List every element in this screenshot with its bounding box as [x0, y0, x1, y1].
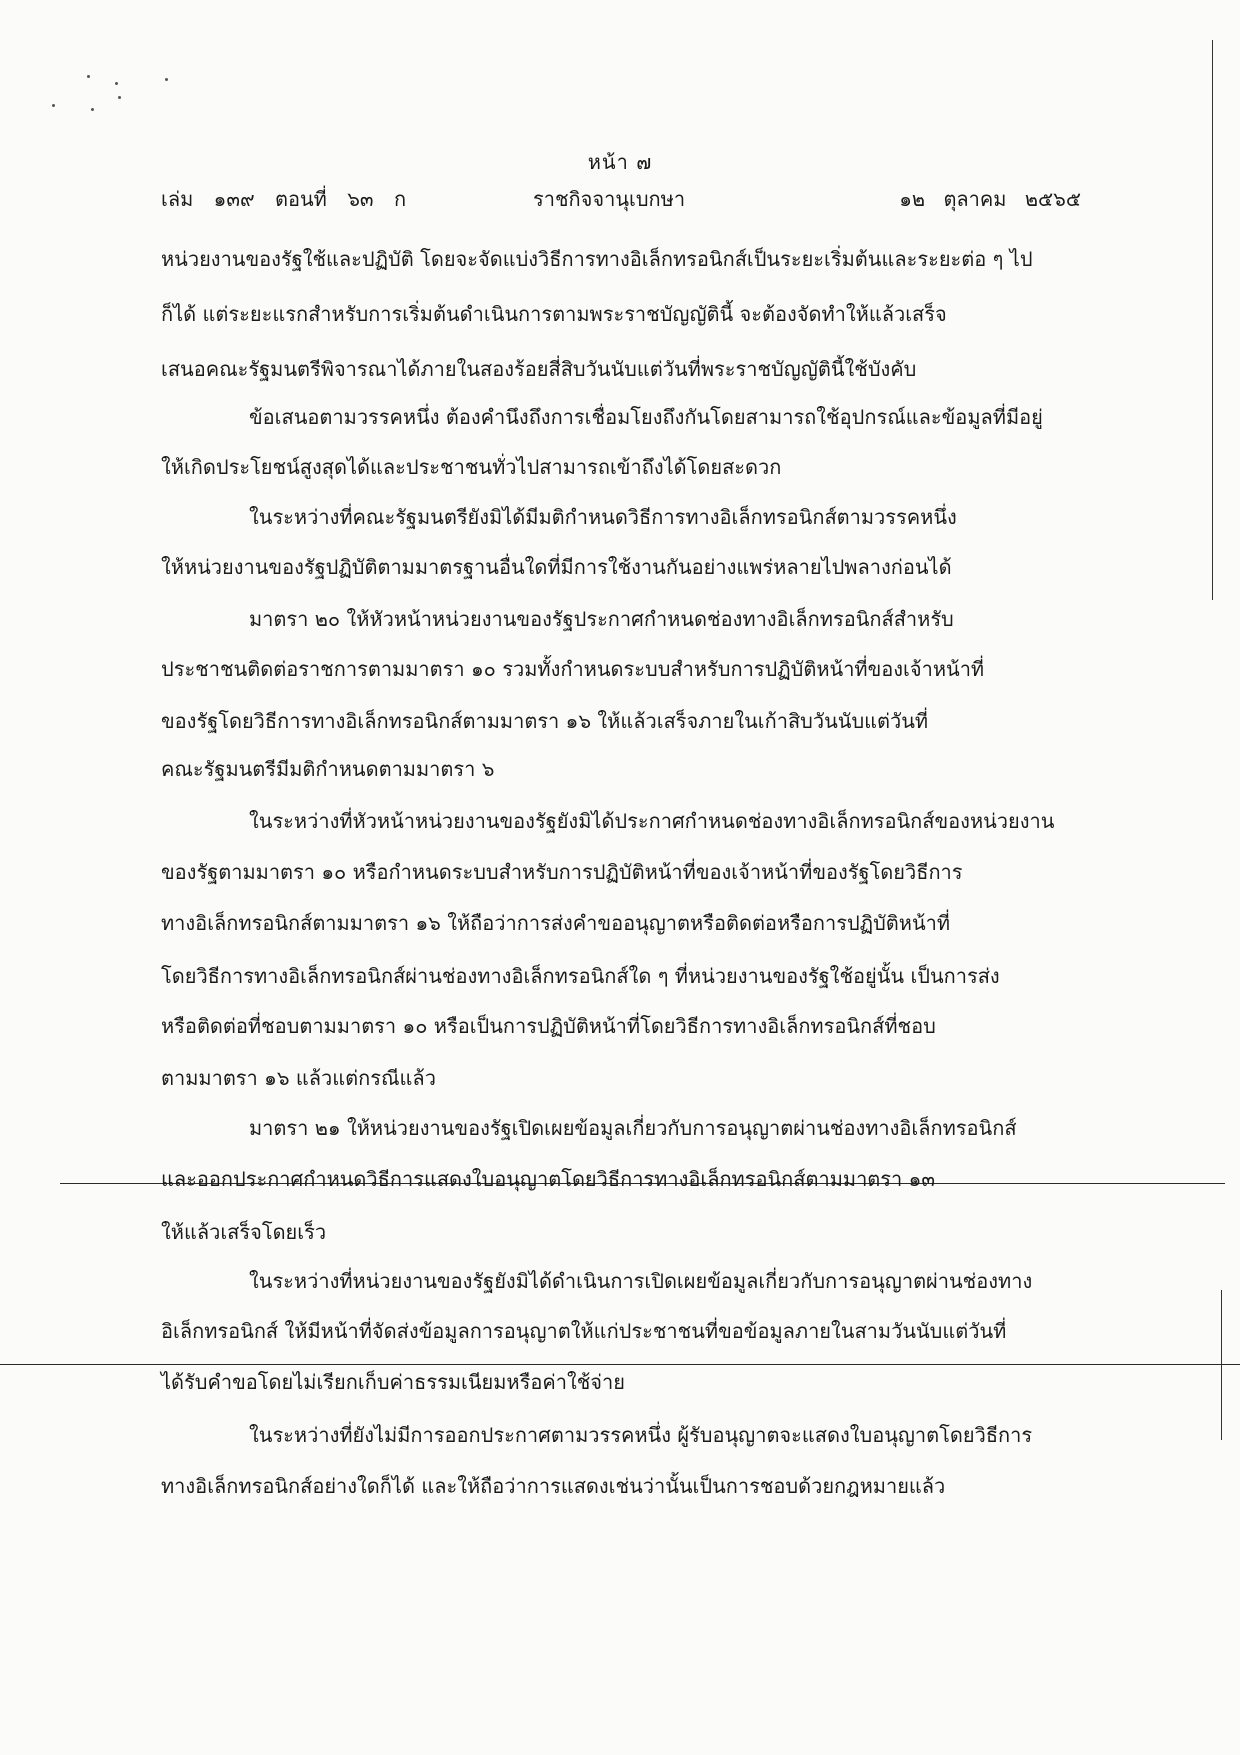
text-line: หรือติดต่อที่ชอบตามมาตรา ๑๐ หรือเป็นการปฏิบัติหน้าที่โดยวิธีการทางอิเล็กทรอนิกส์ที่ชอบ	[161, 1014, 936, 1038]
text-line: หน่วยงานของรัฐใช้และปฏิบัติ โดยจะจัดแบ่งวิธีการทางอิเล็กทรอนิกส์เป็นระยะเริ่มต้นและระยะต่อ ๆ ไป	[161, 247, 1033, 271]
publication-name: ราชกิจจานุเบกษา	[533, 187, 686, 211]
scan-crease-line	[0, 1364, 1240, 1365]
scan-speck	[91, 108, 94, 111]
text-line: ทางอิเล็กทรอนิกส์ตามมาตรา ๑๖ ให้ถือว่าการส่งคำขออนุญาตหรือติดต่อหรือการปฏิบัติหน้าที่	[161, 911, 951, 935]
text-line: ในระหว่างที่คณะรัฐมนตรียังมิได้มีมติกำหนดวิธีการทางอิเล็กทรอนิกส์ตามวรรคหนึ่ง	[249, 505, 957, 529]
text-line: ของรัฐโดยวิธีการทางอิเล็กทรอนิกส์ตามมาตรา ๑๖ ให้แล้วเสร็จภายในเก้าสิบวันนับแต่วันที่	[161, 709, 929, 733]
publication-date: ๑๒ ตุลาคม ๒๕๖๕	[899, 187, 1081, 211]
volume-info: เล่ม ๑๓๙ ตอนที่ ๖๓ ก	[161, 187, 407, 211]
text-line: และออกประกาศกำหนดวิธีการแสดงใบอนุญาตโดยวิธีการทางอิเล็กทรอนิกส์ตามมาตรา ๑๓	[161, 1167, 935, 1191]
page-number: หน้า ๗	[587, 150, 653, 174]
scan-margin-line	[1221, 1290, 1222, 1440]
scan-speck	[115, 82, 118, 85]
scan-speck	[87, 75, 90, 78]
text-line: ให้หน่วยงานของรัฐปฏิบัติตามมาตรฐานอื่นใดที่มีการใช้งานกันอย่างแพร่หลายไปพลางก่อนได้	[161, 555, 952, 579]
text-line: มาตรา ๒๐ ให้หัวหน้าหน่วยงานของรัฐประกาศกำหนดช่องทางอิเล็กทรอนิกส์สำหรับ	[249, 607, 954, 631]
text-line: ของรัฐตามมาตรา ๑๐ หรือกำหนดระบบสำหรับการปฏิบัติหน้าที่ของเจ้าหน้าที่ของรัฐโดยวิธีการ	[161, 860, 963, 884]
text-line: ได้รับคำขอโดยไม่เรียกเก็บค่าธรรมเนียมหรือค่าใช้จ่าย	[161, 1370, 625, 1394]
text-line: ตามมาตรา ๑๖ แล้วแต่กรณีแล้ว	[161, 1066, 436, 1090]
text-line: เสนอคณะรัฐมนตรีพิจารณาได้ภายในสองร้อยสี่สิบวันนับแต่วันที่พระราชบัญญัตินี้ใช้บังคับ	[161, 357, 917, 381]
text-line: ให้แล้วเสร็จโดยเร็ว	[161, 1220, 327, 1244]
text-line: ทางอิเล็กทรอนิกส์อย่างใดก็ได้ และให้ถือว่าการแสดงเช่นว่านั้นเป็นการชอบด้วยกฎหมายแล้ว	[161, 1474, 946, 1498]
text-line: มาตรา ๒๑ ให้หน่วยงานของรัฐเปิดเผยข้อมูลเกี่ยวกับการอนุญาตผ่านช่องทางอิเล็กทรอนิกส์	[249, 1116, 1017, 1140]
text-line: ในระหว่างที่ยังไม่มีการออกประกาศตามวรรคหนึ่ง ผู้รับอนุญาตจะแสดงใบอนุญาตโดยวิธีการ	[249, 1423, 1033, 1447]
gazette-header	[161, 183, 1081, 213]
text-line: ให้เกิดประโยชน์สูงสุดได้และประชาชนทั่วไปสามารถเข้าถึงได้โดยสะดวก	[161, 455, 782, 479]
text-line: ประชาชนติดต่อราชการตามมาตรา ๑๐ รวมทั้งกำหนดระบบสำหรับการปฏิบัติหน้าที่ของเจ้าหน้าที่	[161, 657, 985, 681]
text-line: อิเล็กทรอนิกส์ ให้มีหน้าที่จัดส่งข้อมูลการอนุญาตให้แก่ประชาชนที่ขอข้อมูลภายในสามวันนับแต่วันที่	[161, 1319, 1007, 1343]
text-line: โดยวิธีการทางอิเล็กทรอนิกส์ผ่านช่องทางอิเล็กทรอนิกส์ใด ๆ ที่หน่วยงานของรัฐใช้อยู่นั้น เป็นการส่ง	[161, 964, 1000, 988]
scan-speck	[165, 78, 168, 81]
scan-speck	[118, 96, 121, 99]
scan-speck	[52, 104, 55, 107]
text-line: ข้อเสนอตามวรรคหนึ่ง ต้องคำนึงถึงการเชื่อมโยงถึงกันโดยสามารถใช้อุปกรณ์และข้อมูลที่มีอยู่	[249, 405, 1043, 429]
text-line: ก็ได้ แต่ระยะแรกสำหรับการเริ่มต้นดำเนินการตามพระราชบัญญัตินี้ จะต้องจัดทำให้แล้วเสร็จ	[161, 302, 947, 326]
text-line: คณะรัฐมนตรีมีมติกำหนดตามมาตรา ๖	[161, 757, 495, 781]
text-line: ในระหว่างที่หน่วยงานของรัฐยังมิได้ดำเนินการเปิดเผยข้อมูลเกี่ยวกับการอนุญาตผ่านช่องทาง	[249, 1269, 1033, 1293]
scan-margin-line	[1212, 40, 1213, 600]
text-line: ในระหว่างที่หัวหน้าหน่วยงานของรัฐยังมิได้ประกาศกำหนดช่องทางอิเล็กทรอนิกส์ของหน่วยงาน	[249, 809, 1055, 833]
